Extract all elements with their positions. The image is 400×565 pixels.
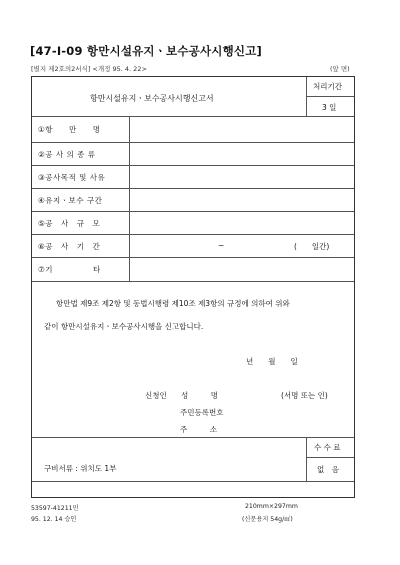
sign-label: (서명 또는 인) (281, 391, 328, 400)
fee-value: 없 음 (317, 465, 339, 474)
resident-number-label: 주민등록번호 (180, 408, 224, 417)
date-line: 년 월 일 (246, 357, 298, 366)
period-value: 3 일 (322, 103, 337, 112)
document-title: [47-I-09 항만시설유지ㆍ보수공사시행신고] (30, 44, 262, 58)
row-divider (32, 234, 354, 235)
name-label: 성 명 (181, 391, 218, 400)
field-label-section: ④유지ㆍ보수 구간 (38, 196, 103, 205)
period-label: 처리기간 (313, 82, 342, 91)
fee-col-divider (306, 437, 307, 481)
approval-date: 95. 12. 14 승인 (31, 516, 77, 523)
page-side: (앞 면) (330, 65, 350, 73)
fee-divider (306, 457, 354, 458)
row-divider (32, 188, 354, 189)
period-divider (306, 96, 354, 97)
row-divider (32, 142, 354, 143)
statement-line-2: 같이 항만시설유지ㆍ보수공사시행을 신고합니다. (44, 322, 204, 331)
statement-line-1: 항만법 제9조 제2항 및 동법시행령 제10조 제3항의 규정에 의하여 위와 (56, 299, 290, 308)
row-divider (32, 165, 354, 166)
field-label-work-type: ②공 사 의 종 류 (38, 150, 96, 159)
label-col-divider (129, 116, 130, 281)
paper-type: (신문용지 54g/㎡) (242, 516, 293, 523)
form-code: 53597-41211민 (31, 505, 79, 512)
form-table (31, 76, 355, 498)
field-label-scale: ⑤공 사 규 모 (38, 219, 101, 228)
row-divider (32, 257, 354, 258)
field-label-purpose: ③공사목적 및 사유 (38, 173, 106, 182)
field-label-duration: ⑥공 사 기 간 (38, 242, 101, 251)
field-label-other: ⑦기 타 (38, 265, 101, 274)
row-divider (32, 281, 354, 282)
duration-tilde: ~ (218, 241, 225, 250)
row-divider (32, 481, 354, 482)
form-name: 항만시설유지ㆍ보수공사시행신고서 (90, 94, 214, 103)
applicant-label: 신청인 (145, 391, 167, 400)
required-documents: 구비서류 : 위치도 1부 (44, 464, 117, 473)
period-col-divider (306, 77, 307, 116)
address-label: 주 소 (180, 425, 217, 434)
field-label-port-name: ①항 만 명 (38, 125, 101, 134)
form-reference: [별지 제2호의2서식] <개정 95. 4. 22> (31, 65, 147, 73)
row-divider (32, 116, 354, 117)
fee-label: 수 수 료 (314, 443, 341, 452)
paper-size: 210mm×297mm (245, 503, 298, 510)
row-divider (32, 211, 354, 212)
duration-days: ( 일간) (294, 242, 330, 251)
